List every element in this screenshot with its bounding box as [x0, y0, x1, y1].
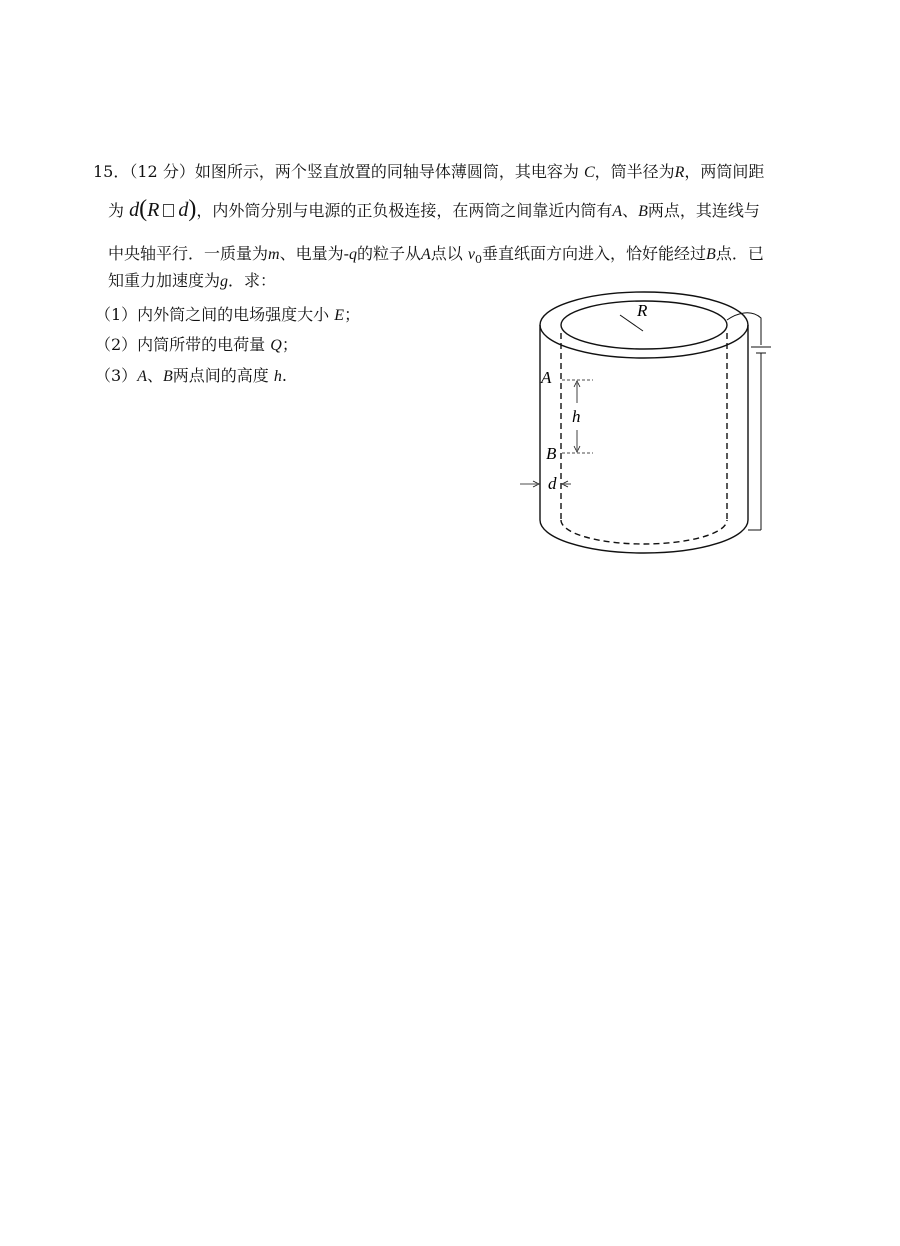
question-text: 两点间的高度 — [172, 366, 269, 385]
paren-open: ( — [139, 196, 148, 222]
label-B: B — [546, 444, 557, 463]
problem-text: 、 — [622, 201, 639, 220]
question-text: ； — [281, 335, 298, 354]
coaxial-cylinder-figure — [515, 285, 805, 565]
var-B: B — [638, 203, 648, 220]
inner-bottom-dashed-arc — [561, 520, 727, 544]
missing-glyph-icon — [163, 204, 174, 217]
wire-to-inner — [727, 313, 761, 345]
problem-text: ，内外筒分别与电源的正负极连接，在两筒之间靠近内筒有 — [196, 201, 613, 220]
problem-text: 、电量为- — [279, 244, 349, 263]
problem-text: ，两筒间距 — [684, 162, 765, 181]
var-A: A — [137, 368, 147, 385]
question-1 — [95, 305, 360, 326]
var-A: A — [612, 203, 623, 220]
question-2 — [95, 335, 298, 356]
math-d: d — [129, 199, 140, 221]
question-text: ； — [344, 305, 361, 324]
problem-text: 知重力加速度为 — [108, 271, 221, 290]
label-h: h — [572, 407, 581, 426]
problem-text: 点．已 — [715, 244, 764, 263]
var-C: C — [583, 164, 595, 181]
var-Q: Q — [270, 337, 282, 354]
question-text: . — [281, 366, 287, 385]
problem-line-1 — [93, 162, 764, 183]
problem-line-2 — [108, 196, 760, 222]
var-g: g — [220, 273, 229, 290]
problem-text: ，筒半径为 — [594, 162, 675, 181]
question-3 — [95, 366, 287, 387]
label-d: d — [548, 474, 557, 493]
math-d2: d — [178, 199, 189, 221]
math-R: R — [147, 199, 160, 221]
var-q: q — [349, 246, 357, 263]
problem-score: （12 分） — [129, 162, 195, 181]
label-R: R — [637, 301, 648, 320]
problem-text: 两点，其连线与 — [647, 201, 760, 220]
problem-text: 如图所示，两个竖直放置的同轴导体薄圆筒，其电容为 — [194, 162, 579, 181]
problem-text: 垂直纸面方向进入，恰好能经过 — [482, 244, 707, 263]
subscript-0: 0 — [475, 253, 483, 267]
var-A: A — [421, 246, 431, 263]
var-B: B — [162, 368, 173, 385]
var-m: m — [268, 246, 280, 263]
var-v: v — [467, 246, 476, 263]
question-text: （1）内外筒之间的电场强度大小 — [95, 305, 330, 324]
problem-text: 的粒子从 — [357, 244, 422, 263]
problem-number: 15． — [93, 162, 130, 181]
label-A: A — [541, 368, 552, 387]
outer-bottom-arc — [540, 520, 748, 553]
problem-text: 中央轴平行．一质量为 — [108, 244, 269, 263]
var-h: h — [273, 368, 282, 385]
problem-text: 点以 — [430, 244, 463, 263]
problem-line-3 — [108, 244, 764, 270]
question-text: （3） — [95, 366, 138, 385]
var-E: E — [334, 307, 345, 324]
problem-text: 为 — [108, 201, 125, 220]
question-text: 、 — [146, 366, 163, 385]
problem-text: ．求： — [228, 271, 277, 290]
var-R: R — [674, 164, 685, 181]
problem-line-4 — [108, 271, 276, 292]
question-text: （2）内筒所带的电荷量 — [95, 335, 266, 354]
paren-close: ) — [188, 196, 197, 222]
var-B: B — [706, 246, 716, 263]
